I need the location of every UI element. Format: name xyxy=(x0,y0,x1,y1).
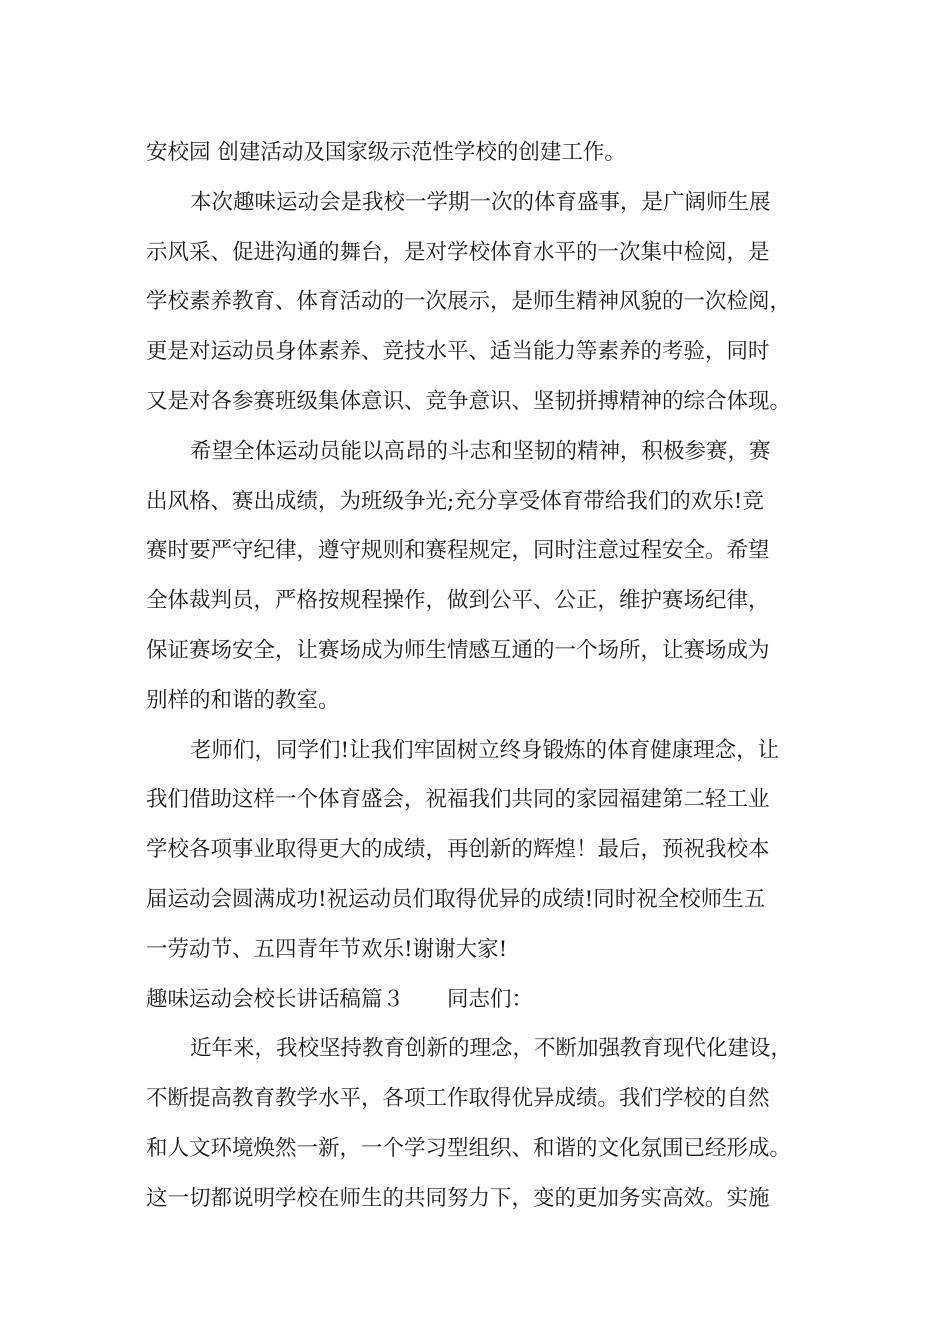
text-line: 我们借助这样一个体育盛会，祝福我们共同的家园福建第二轻工业 xyxy=(146,787,770,813)
text-line: 一劳动节、五四青年节欢乐!谢谢大家! xyxy=(146,936,508,962)
text-line: 又是对各参赛班级集体意识、竞争意识、坚韧拼搏精神的综合体现。 xyxy=(146,388,792,414)
text-line: 安校园 创建活动及国家级示范性学校的创建工作。 xyxy=(146,140,626,165)
text-line: 保证赛场安全，让赛场成为师生情感互通的一个场所，让赛场成为 xyxy=(146,637,770,663)
text-line: 别样的和谐的教室。 xyxy=(146,687,340,713)
text-line: 老师们，同学们!让我们牢固树立终身锻炼的体育健康理念，让 xyxy=(190,737,780,763)
text-line: 全体裁判员，严格按规程操作，做到公平、公正，维护赛场纪律， xyxy=(146,588,770,614)
text-line: 希望全体运动员能以高昂的斗志和坚韧的精神，积极参赛，赛 xyxy=(190,438,771,464)
text-line: 更是对运动员身体素养、竞技水平、适当能力等素养的考验，同时 xyxy=(146,339,770,365)
text-line: 赛时要严守纪律，遵守规则和赛程规定，同时注意过程安全。希望 xyxy=(146,538,770,564)
text-line: 学校各项事业取得更大的成绩，再创新的辉煌！最后，预祝我校本 xyxy=(146,837,770,863)
text-line: 和人文环境焕然一新，一个学习型组织、和谐的文化氛围已经形成。 xyxy=(146,1135,792,1161)
document-body xyxy=(146,128,826,1224)
text-line: 本次趣味运动会是我校一学期一次的体育盛事，是广阔师生展 xyxy=(190,189,771,215)
text-line: 趣味运动会校长讲话稿篇３ 同志们： xyxy=(146,986,534,1012)
text-line: 近年来，我校坚持教育创新的理念，不断加强教育现代化建设， xyxy=(190,1036,793,1062)
text-line: 不断提高教育教学水平，各项工作取得优异成绩。我们学校的自然 xyxy=(146,1086,770,1112)
text-line: 届运动会圆满成功!祝运动员们取得优异的成绩!同时祝全校师生五 xyxy=(146,886,766,912)
text-line: 出风格、赛出成绩，为班级争光;充分享受体育带给我们的欢乐!竞 xyxy=(146,488,764,514)
text-line: 示风采、促进沟通的舞台，是对学校体育水平的一次集中检阅，是 xyxy=(146,239,770,265)
text-line: 这一切都说明学校在师生的共同努力下，变的更加务实高效。实施 xyxy=(146,1185,770,1211)
text-line: 学校素养教育、体育活动的一次展示，是师生精神风貌的一次检阅， xyxy=(146,289,792,315)
